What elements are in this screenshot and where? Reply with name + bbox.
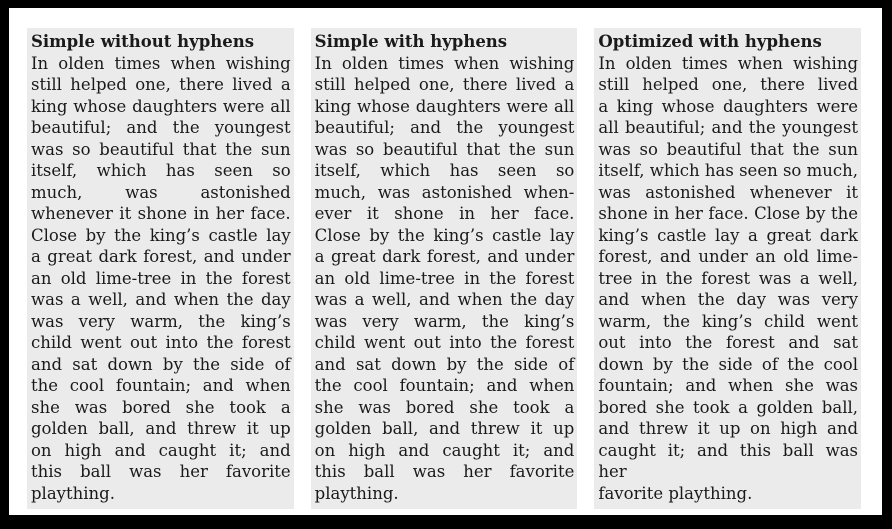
text-line: bored she took a golden ball, [598, 397, 859, 417]
text-line: she was bored she took a [31, 397, 291, 417]
page [9, 8, 882, 515]
column-title: Simple with hyphens [314, 32, 508, 51]
text-line: was so beautiful that the sun [31, 139, 291, 159]
text-line: still helped one, there lived [598, 75, 859, 94]
text-line: itself, which has seen so [314, 161, 575, 180]
text-line: itself, which has seen so much, [598, 161, 859, 180]
text-line: out into the forest and sat [598, 333, 859, 352]
text-line: the cool fountain; and when [314, 376, 575, 395]
text-line: caught it; and this ball was her [598, 440, 859, 481]
text-line: all beautiful; and the youngest [598, 118, 859, 137]
column-title: Optimized with hyphens [598, 32, 822, 51]
text-line: this ball was her favorite [31, 462, 291, 481]
text-line: was a well, and when the day [314, 290, 575, 309]
text-line: plaything. [314, 483, 399, 503]
text-line: ever it shone in her face. [314, 204, 575, 223]
text-line: a great dark forest, and under [31, 247, 291, 266]
text-line: was very warm, the king’s [31, 311, 291, 331]
text-line: was so beautiful that the sun [598, 139, 859, 159]
text-line: she was bored she took a [314, 397, 575, 417]
text-line: still helped one, there lived a [314, 75, 575, 94]
text-line: In olden times when wishing [314, 53, 575, 73]
column-lines [598, 53, 858, 505]
text-line: golden ball, and threw it up [31, 419, 291, 438]
text-line: much, was astonished [31, 182, 291, 202]
text-line: favorite plaything. [598, 483, 753, 503]
text-line: shone in her face. Close by the [598, 204, 859, 223]
text-line: and sat down by the side of [31, 354, 291, 374]
text-line: was astonished whenever it [598, 182, 859, 202]
text-line: Close by the king’s castle lay [31, 225, 291, 245]
text-line: much, was astonished when- [314, 182, 575, 202]
text-line: an old lime-tree in the forest [31, 268, 291, 288]
text-line: warm, the king’s child went [598, 311, 859, 331]
text-line: was a well, and when the day [31, 290, 291, 309]
text-line: the cool fountain; and when [31, 376, 291, 395]
text-line: down by the side of the cool [598, 354, 859, 374]
text-line: itself, which has seen so [31, 161, 291, 180]
text-line: a great dark forest, and under [314, 247, 575, 266]
column-title: Simple without hyphens [31, 32, 255, 51]
text-line: child went out into the forest [314, 333, 575, 352]
columns-row [27, 28, 861, 509]
text-line: still helped one, there lived a [31, 75, 291, 94]
text-line: golden ball, and threw it up [314, 419, 575, 438]
text-line: and sat down by the side of [314, 354, 575, 374]
text-line: was so beautiful that the sun [314, 139, 575, 159]
text-line: plaything. [31, 483, 115, 503]
text-line: a king whose daughters were [598, 96, 859, 116]
text-line: fountain; and when she was [598, 376, 859, 395]
column-simple-without-hyphens [27, 28, 294, 509]
text-line: king whose daughters were all [314, 96, 575, 116]
text-line: forest, and under an old lime- [598, 247, 859, 266]
text-line: an old lime-tree in the forest [314, 268, 575, 288]
column-simple-with-hyphens [311, 28, 578, 509]
text-line: and when the day was very [598, 290, 859, 309]
text-line: was very warm, the king’s [314, 311, 575, 331]
column-lines [315, 53, 575, 505]
text-line: and threw it up on high and [598, 419, 859, 438]
text-line: tree in the forest was a well, [598, 268, 859, 288]
text-line: In olden times when wishing [598, 53, 859, 73]
text-line: beautiful; and the youngest [31, 118, 291, 137]
text-line: king’s castle lay a great dark [598, 225, 859, 245]
text-line: on high and caught it; and [314, 440, 575, 460]
text-line: Close by the king’s castle lay [314, 225, 575, 245]
text-line: king whose daughters were all [31, 96, 291, 116]
text-line: on high and caught it; and [31, 440, 291, 460]
text-line: beautiful; and the youngest [314, 118, 575, 137]
text-line: this ball was her favorite [314, 462, 575, 481]
column-lines [31, 53, 291, 505]
text-line: whenever it shone in her face. [31, 204, 291, 223]
text-line: child went out into the forest [31, 333, 291, 352]
column-optimized-with-hyphens [594, 28, 861, 509]
text-line: In olden times when wishing [31, 53, 291, 73]
